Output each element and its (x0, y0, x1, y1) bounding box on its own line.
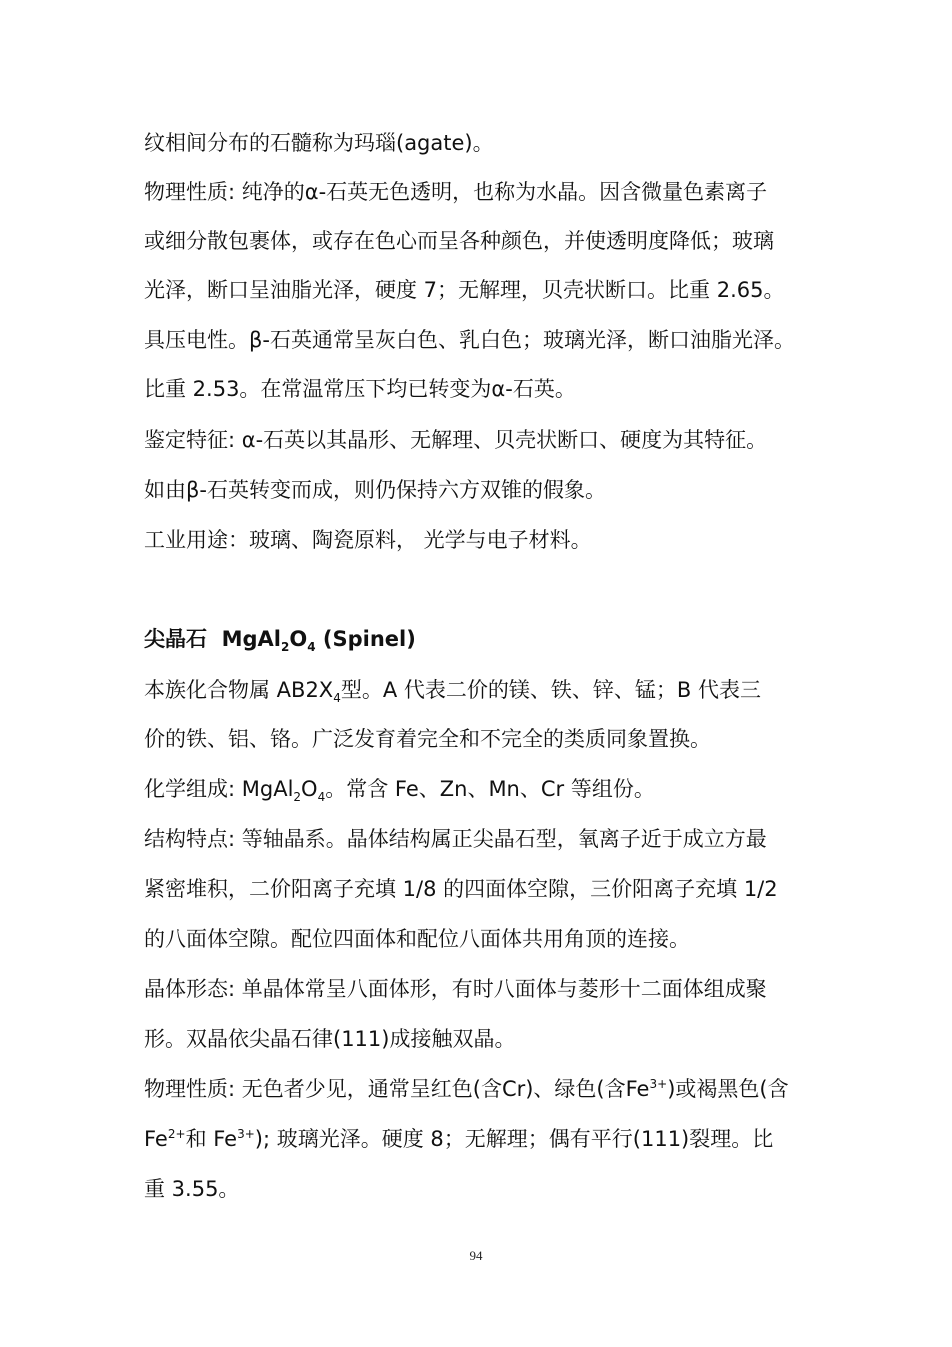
spinel-formula: $MgAl_2O_4$ (221, 627, 316, 655)
spinel-structure-line-1: 结构特点: 等轴晶系。晶体结构属正尖晶石型，氧离子近于成立方最 (144, 827, 767, 851)
spinel-physical-line-1: 物理性质: 无色者少见，通常呈红色(含Cr)、绿色(含$Fe^{3+}$)或褐黑色(含 (144, 1077, 789, 1101)
spinel-structure-line-2: 紧密堆积，二价阳离子充填 1/8 的四面体空隙，三价阳离子充填 1/2 (144, 877, 778, 901)
quartz-physical-properties-line-4: 具压电性。β-石英通常呈灰白色、乳白色；玻璃光泽，断口油脂光泽。 (144, 328, 795, 352)
quartz-identification-line-1: 鉴定特征: α-石英以其晶形、无解理、贝壳状断口、硬度为其特征。 (144, 428, 768, 452)
quartz-physical-properties-line-1: 物理性质: 纯净的α-石英无色透明，也称为水晶。因含微量色素离子 (144, 180, 768, 204)
quartz-physical-properties-line-5: 比重 2.53。在常温常压下均已转变为α-石英。 (144, 377, 576, 401)
spinel-structure-line-3: 的八面体空隙。配位四面体和配位八面体共用角顶的连接。 (144, 927, 690, 951)
spinel-title-cn: 尖晶石 (144, 627, 207, 651)
quartz-identification-line-2: 如由β-石英转变而成，则仍保持六方双锥的假象。 (144, 478, 606, 502)
spinel-morphology-line-1: 晶体形态: 单晶体常呈八面体形，有时八面体与菱形十二面体组成聚 (144, 977, 767, 1001)
quartz-physical-properties-line-3: 光泽，断口呈油脂光泽，硬度 7；无解理，贝壳状断口。比重 2.65。 (144, 278, 785, 302)
spinel-family-line-2: 价的铁、铝、铬。广泛发育着完全和不完全的类质同象置换。 (144, 727, 711, 751)
spinel-title-en: (Spinel) (322, 627, 416, 651)
quartz-physical-properties-line-2: 或细分散包裹体，或存在色心而呈各种颜色，并使透明度降低；玻璃 (144, 229, 774, 253)
quartz-agate-line: 纹相间分布的石髓称为玛瑙(agate)。 (144, 131, 494, 155)
spinel-physical-line-2: $Fe^{2+}$和 $Fe^{3+}$); 玻璃光泽。硬度 8；无解理；偶有平行(111)裂理。比 (144, 1127, 774, 1151)
spinel-section-heading (144, 614, 814, 664)
page-number: 94 (469, 1248, 483, 1263)
spinel-composition-line: 化学组成: $MgAl_2O_4$。常含 Fe、Zn、Mn、Cr 等组份。 (144, 777, 655, 805)
spinel-family-line-1: 本族化合物属 $AB2X_4$型。A 代表二价的镁、铁、锌、锰；B 代表三 (144, 678, 761, 706)
spinel-physical-line-3: 重 3.55。 (144, 1177, 240, 1201)
quartz-industrial-use-line: 工业用途：玻璃、陶瓷原料， 光学与电子材料。 (144, 528, 592, 552)
spinel-morphology-line-2: 形。双晶依尖晶石律(111)成接触双晶。 (144, 1027, 516, 1051)
